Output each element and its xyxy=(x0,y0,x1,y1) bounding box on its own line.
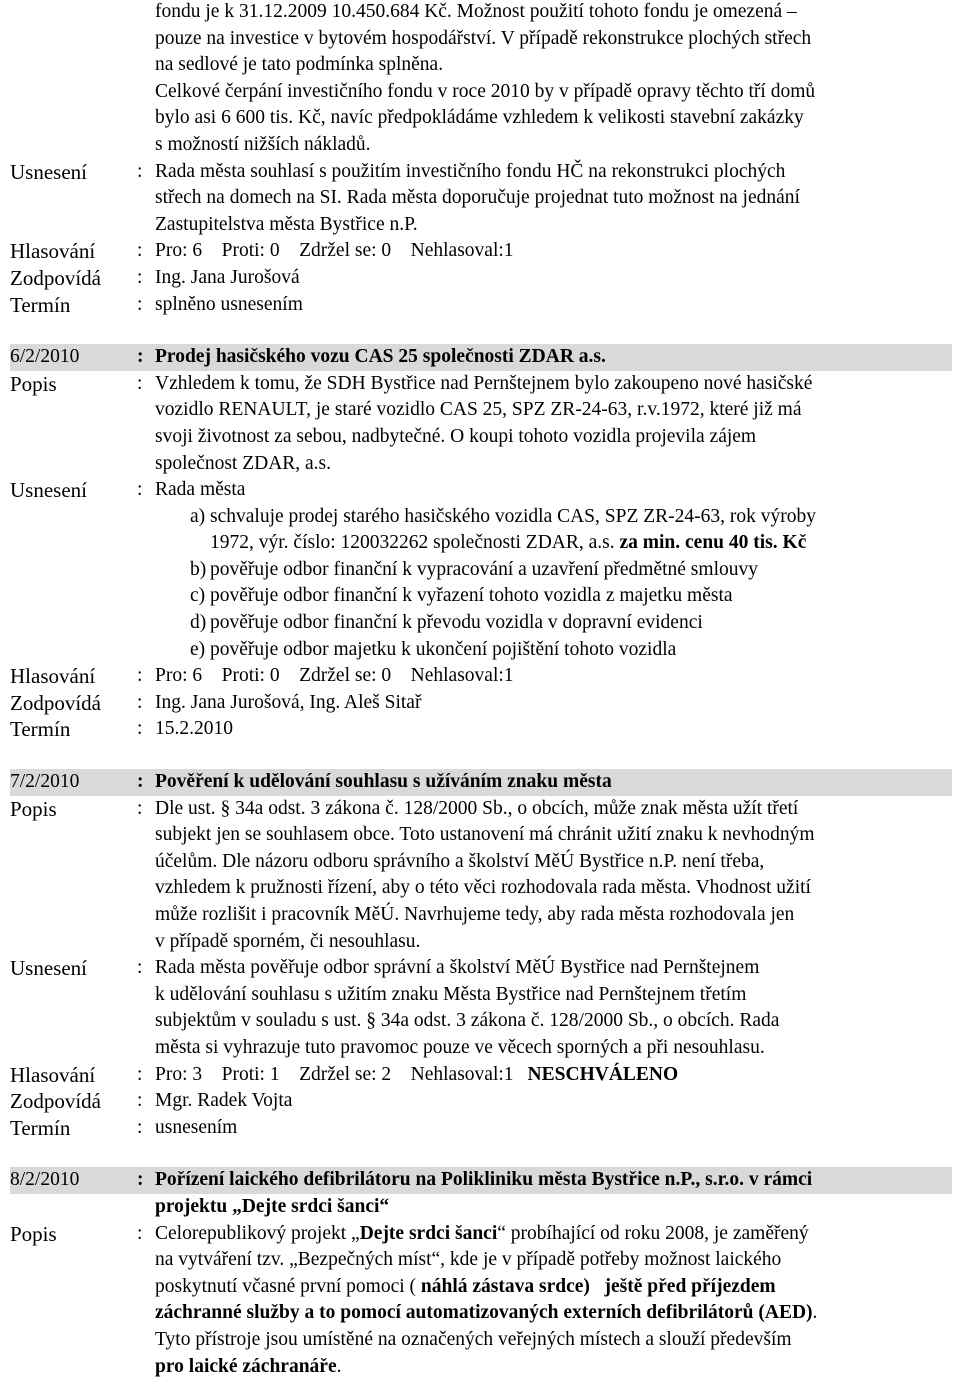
text-line: Zastupitelstva města Bystřice n.P. xyxy=(155,213,418,235)
point-text: pověřuje odbor finanční k převodu vozidla v dopravní evidenci xyxy=(210,612,703,634)
text-line: k udělování souhlasu s užitím znaku Města Bystřice nad Pernštejnem třetím xyxy=(155,983,747,1005)
colon: : xyxy=(137,240,143,262)
popis-text xyxy=(155,371,952,477)
text-line: subjektům v souladu s ust. § 34a odst. 3 zákona č. 128/2000 Sb., o obcích. Rada xyxy=(155,1010,780,1032)
resolution-point xyxy=(190,504,952,531)
colon: : xyxy=(137,1169,144,1191)
usneseni-row xyxy=(10,159,952,239)
popis-row xyxy=(10,796,952,956)
point-text: pověřuje odbor finanční k vypracování a uzavření předmětné smlouvy xyxy=(210,558,758,580)
zodpovida-label: Zodpovídá xyxy=(10,265,101,290)
text-line: může rozlišit i pracovník MěÚ. Navrhujeme tedy, aby rada města rozhodovala jen xyxy=(155,904,795,925)
text-line: vozidlo RENAULT, je staré vozidlo CAS 25, SPZ ZR-24-63, r.v.1972, které již má xyxy=(155,399,802,421)
item-title: Pověření k udělování souhlasu s užíváním znaku města xyxy=(155,771,612,793)
point-key: c) xyxy=(190,585,206,607)
text-line: na sedlové je tato podmínka splněna. xyxy=(155,54,444,76)
popis-label: Popis xyxy=(10,796,57,821)
colon: : xyxy=(137,372,143,394)
termin-label: Termín xyxy=(10,717,71,742)
colon: : xyxy=(137,771,144,793)
item-header xyxy=(10,1167,952,1194)
usneseni-label: Usnesení xyxy=(10,478,87,503)
text-run: . xyxy=(812,1302,818,1324)
text-line: s možností nižších nákladů. xyxy=(155,133,371,155)
text-line: Dle ust. § 34a odst. 3 zákona č. 128/2000 Sb., o obcích, může znak města užít třetí xyxy=(155,797,799,819)
text-line xyxy=(155,1300,952,1327)
usneseni-text xyxy=(155,159,952,239)
zodpovida-label: Zodpovídá xyxy=(10,1089,101,1114)
point-key: d) xyxy=(190,612,207,634)
title-continuation: projektu „Dejte srdci šanci“ xyxy=(155,1195,390,1217)
text-line xyxy=(155,1221,952,1248)
termin-row xyxy=(10,1115,952,1142)
item-title: Prodej hasičského vozu CAS 25 společnosti ZDAR a.s. xyxy=(155,346,606,368)
hlasovani-label: Hlasování xyxy=(10,1062,96,1087)
text-line: Rada města souhlasí s použitím investičního fondu HČ na rekonstrukci plochých xyxy=(155,160,786,182)
point-key: e) xyxy=(190,638,206,660)
termin-label: Termín xyxy=(10,292,71,317)
colon: : xyxy=(137,479,143,501)
text-line: bylo asi 6 600 tis. Kč, navíc předpokládáme vzhledem k velikosti stavební zakázky xyxy=(155,107,804,129)
text-line xyxy=(155,1354,952,1381)
text-line: společnost ZDAR, a.s. xyxy=(155,452,332,474)
point-key: b) xyxy=(190,558,207,580)
price-highlight: za min. cenu 40 tis. Kč xyxy=(619,532,807,554)
termin-value: splněno usnesením xyxy=(155,293,303,315)
text-line: Celkové čerpání investičního fondu v roce 2010 by v případě opravy těchto tří domů xyxy=(155,80,816,102)
text-run: poskytnutí včasné první pomoci ( xyxy=(155,1275,421,1297)
point-text: pověřuje odbor majetku k ukončení pojištění tohoto vozidla xyxy=(210,638,677,660)
colon: : xyxy=(137,1063,143,1085)
popis-row xyxy=(10,1221,952,1381)
point-text: schvaluje prodej starého hasičského vozidla CAS, SPZ ZR-24-63, rok výroby xyxy=(210,505,817,527)
resolution-point-continuation xyxy=(210,530,952,557)
item-number: 7/2/2010 xyxy=(10,771,80,793)
item-number: 8/2/2010 xyxy=(10,1169,80,1191)
text-line: v případě sporném, či nesouhlasu. xyxy=(155,930,421,952)
zodpovida-row xyxy=(10,1088,952,1115)
zodpovida-value: Ing. Jana Jurošová xyxy=(155,266,300,288)
usneseni-intro: Rada města xyxy=(155,479,246,501)
text-run-bold: náhlá zástava srdce) ještě před příjezdem xyxy=(420,1275,776,1297)
text-line: účelům. Dle názoru odboru správního a školství MěÚ Bystřice n.P. není třeba, xyxy=(155,850,765,872)
document-page xyxy=(10,0,952,1380)
point-key: a) xyxy=(190,505,206,527)
zodpovida-value: Ing. Jana Jurošová, Ing. Aleš Sitař xyxy=(155,691,422,713)
vote-text xyxy=(155,1062,952,1089)
vote-counts: Pro: 6 Proti: 0 Zdržel se: 0 Nehlasoval:1 xyxy=(155,665,514,687)
text-line: Tyto přístroje jsou umístěné na označených veřejných místech a slouží především xyxy=(155,1328,792,1350)
colon: : xyxy=(137,1222,143,1244)
zodpovida-label: Zodpovídá xyxy=(10,690,101,715)
popis-row xyxy=(10,371,952,477)
hlasovani-label: Hlasování xyxy=(10,239,96,264)
point-text-plain: 1972, výr. číslo: 120032262 společnosti ZDAR, a.s. xyxy=(210,532,620,554)
zodpovida-row xyxy=(10,690,952,717)
text-line: svoji životnost za sebou, nadbytečné. O koupi tohoto vozidla projevila zájem xyxy=(155,425,757,447)
text-line xyxy=(155,1274,952,1301)
text-run: Celorepublikový projekt „ xyxy=(155,1222,360,1244)
usneseni-label: Usnesení xyxy=(10,956,87,981)
zodpovida-row xyxy=(10,265,952,292)
text-line: Rada města pověřuje odbor správní a školství MěÚ Bystřice nad Pernštejnem xyxy=(155,957,760,979)
colon: : xyxy=(137,691,143,713)
text-line: fondu je k 31.12.2009 10.450.684 Kč. Možnost použití tohoto fondu je omezená – xyxy=(155,1,797,22)
resolution-point xyxy=(190,557,952,584)
hlasovani-label: Hlasování xyxy=(10,664,96,689)
item-header xyxy=(10,344,952,371)
hlasovani-row xyxy=(10,663,952,690)
vote-counts: Pro: 6 Proti: 0 Zdržel se: 0 Nehlasoval:1 xyxy=(155,240,514,262)
vote-text xyxy=(155,238,952,265)
item-header xyxy=(10,769,952,796)
text-run-bold: pro laické záchranáře xyxy=(155,1355,337,1377)
text-line: subjekt jen se souhlasem obce. Toto ustanovení má chránit užití znaku k nevhodným xyxy=(155,824,815,846)
usneseni-row xyxy=(10,955,952,1061)
text-run: “ probíhající od roku 2008, je zaměřený xyxy=(497,1222,809,1244)
project-name: Dejte srdci šanci xyxy=(359,1222,498,1244)
zodpovida-value: Mgr. Radek Vojta xyxy=(155,1090,293,1112)
text-line: vzhledem k pružnosti řízení, aby o této věci rozhodovala rada města. Vhodnost užití xyxy=(155,877,811,899)
colon: : xyxy=(137,665,143,687)
text-run: . xyxy=(336,1355,342,1377)
colon: : xyxy=(137,266,143,288)
text-line: Vzhledem k tomu, že SDH Bystřice nad Pernštejnem bylo zakoupeno nové hasičské xyxy=(155,372,813,394)
termin-row xyxy=(10,716,952,743)
colon: : xyxy=(137,797,143,819)
popis-label: Popis xyxy=(10,1221,57,1246)
resolution-point xyxy=(190,583,952,610)
vote-text xyxy=(155,663,952,690)
text-line: pouze na investice v bytovém hospodářství. V případě rekonstrukce plochých střech xyxy=(155,27,812,49)
colon: : xyxy=(137,293,143,315)
colon: : xyxy=(137,957,143,979)
text-line: města si vyhrazuje tuto pravomoc pouze ve věcech sporných a při nesouhlasu. xyxy=(155,1036,765,1058)
text-run-bold: záchranné služby a to pomocí automatizovaných externích defibrilátorů (AED) xyxy=(155,1302,813,1324)
hlasovani-row xyxy=(10,1062,952,1089)
vote-counts: Pro: 3 Proti: 1 Zdržel se: 2 Nehlasoval:1 xyxy=(155,1063,514,1085)
colon: : xyxy=(137,1116,143,1138)
resolution-point xyxy=(190,637,952,664)
vote-result: NESCHVÁLENO xyxy=(527,1063,679,1085)
colon: : xyxy=(137,160,143,182)
termin-value: 15.2.2010 xyxy=(155,718,233,740)
title-line: Pořízení laického defibrilátoru na Polikliniku města Bystřice n.P., s.r.o. v rámci xyxy=(155,1169,813,1191)
popis-text xyxy=(155,1221,952,1381)
text-line: střech na domech na SI. Rada města doporučuje projednat tuto možnost na jednání xyxy=(155,187,800,209)
colon: : xyxy=(137,1090,143,1112)
termin-row xyxy=(10,292,952,319)
item-number: 6/2/2010 xyxy=(10,346,80,368)
colon: : xyxy=(137,346,144,368)
intro-text xyxy=(10,0,952,159)
usneseni-label: Usnesení xyxy=(10,159,87,184)
text-line: na vytváření tzv. „Bezpečných míst“, kde je v případě potřeby možnost laického xyxy=(155,1249,782,1271)
resolution-point xyxy=(190,610,952,637)
usneseni-text xyxy=(155,955,952,1061)
popis-label: Popis xyxy=(10,371,57,396)
hlasovani-row xyxy=(10,238,952,265)
usneseni-row xyxy=(10,477,952,504)
termin-label: Termín xyxy=(10,1115,71,1140)
colon: : xyxy=(137,718,143,740)
termin-value: usnesením xyxy=(155,1116,238,1138)
item-title xyxy=(155,1167,952,1194)
point-text: pověřuje odbor finanční k vyřazení tohoto vozidla z majetku města xyxy=(210,585,733,607)
popis-text xyxy=(155,796,952,956)
